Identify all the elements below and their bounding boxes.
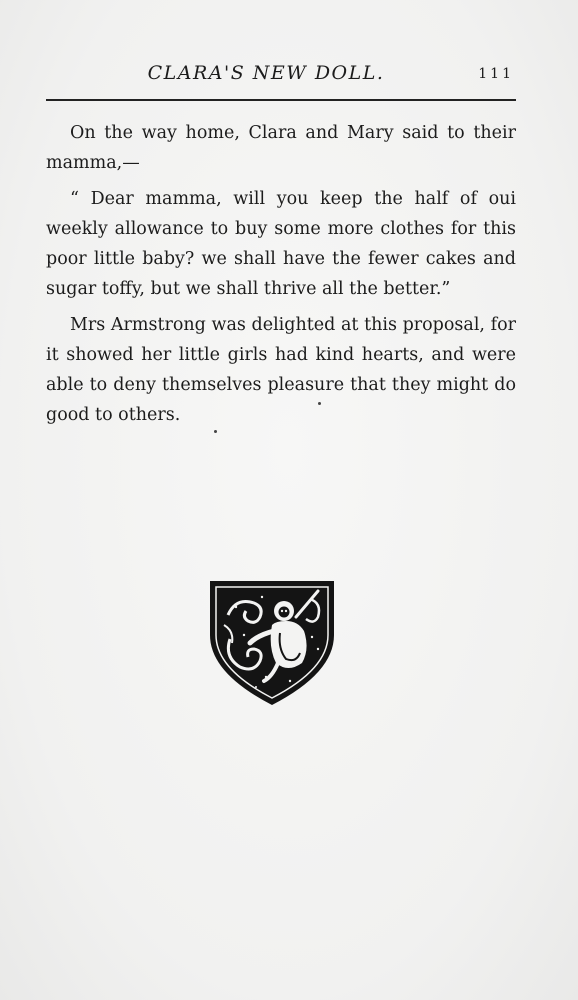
paragraph-2: “ Dear mamma, will you keep the half of oui weekly allowance to buy some more clothes for this poor little baby? we shall have the fewer cakes and sugar toffy, but we shall thrive all the better.” (46, 189, 516, 299)
running-title: CLARA'S NEW DOLL. (147, 62, 385, 84)
figure-eye (281, 610, 283, 612)
stipple-dot (265, 676, 267, 678)
ink-speck (318, 402, 321, 405)
ink-speck (214, 430, 217, 433)
stipple-dot (255, 686, 257, 688)
page-number: 111 (478, 66, 514, 82)
stipple-dot (235, 606, 237, 608)
running-head (46, 60, 516, 90)
paragraph-3: Mrs Armstrong was delighted at this proposal, for it showed her little girls had kind hearts, and were able to deny themselves pleasure that they might do good to others. (46, 315, 516, 425)
stipple-dot (289, 680, 291, 682)
header-rule (46, 99, 516, 101)
figure-face (279, 607, 290, 618)
stipple-dot (311, 636, 313, 638)
figure-body (271, 621, 307, 668)
paragraph-1: On the way home, Clara and Mary said to their mamma,— (46, 123, 516, 173)
body-text (46, 118, 516, 436)
stipple-dot (261, 596, 263, 598)
figure-eye (285, 610, 287, 612)
stipple-dot (317, 648, 319, 650)
stipple-dot (243, 634, 245, 636)
tailpiece-shield-icon (206, 577, 338, 709)
